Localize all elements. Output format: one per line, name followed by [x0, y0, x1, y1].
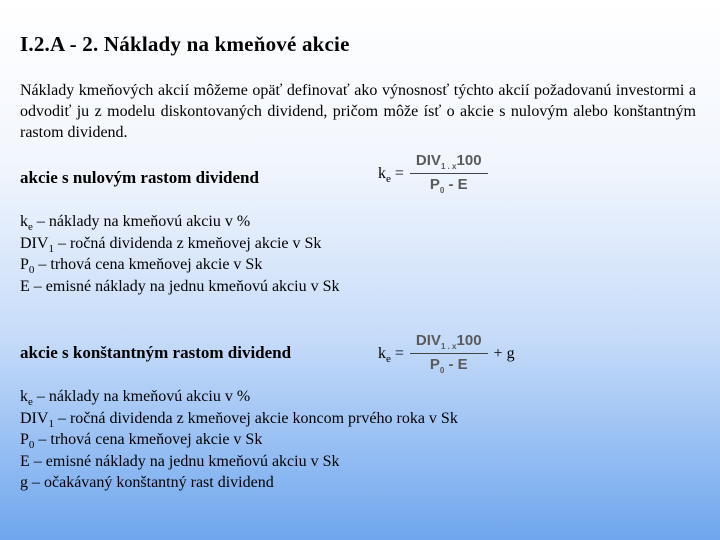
- formula-numerator: $DIV_{1 . x}100$: [410, 152, 488, 174]
- definition-ke: $k_e$ – náklady na kmeňovú akciu v %: [20, 388, 251, 409]
- definitions-constant-growth: [20, 386, 458, 494]
- formula-lhs: $k_e$ =: [378, 344, 404, 365]
- definition-div1: $DIV_1$ – ročná dividenda z kmeňovej akcie v Sk: [20, 234, 322, 255]
- definition-ke: $k_e$ – náklady na kmeňovú akciu v %: [20, 213, 251, 234]
- definition-e: E – emisné náklady na jednu kmeňovú akciu v Sk: [20, 452, 340, 470]
- definition-p0: $P_0$ – trhová cena kmeňovej akcie v Sk: [20, 431, 263, 452]
- formula-denominator: $P_0$ - E: [429, 176, 468, 195]
- formula-denominator: $P_0$ - E: [429, 356, 468, 375]
- intro-paragraph: Náklady kmeňových akcií môžeme opäť definovať ako výnosnosť týchto akcií požadovanú investormi a odvodiť ju z modelu diskontovaných dividend, pričom môže ísť o akcie s nulovým alebo konštantným rastom dividend.: [20, 82, 696, 141]
- formula-lhs: $k_e$ =: [378, 164, 404, 185]
- section-label-zero-growth: akcie s nulovým rastom dividend: [20, 168, 259, 187]
- formula-fraction: [410, 152, 488, 195]
- formula-constant-growth: [378, 332, 515, 375]
- definition-e: E – emisné náklady na jednu kmeňovú akciu v Sk: [20, 277, 340, 295]
- definition-p0: $P_0$ – trhová cena kmeňovej akcie v Sk: [20, 256, 263, 277]
- slide-title: I.2.A - 2. Náklady na kmeňové akcie: [20, 32, 350, 56]
- formula-plus-g: + g: [493, 344, 515, 362]
- definition-div1: $DIV_1$ – ročná dividenda z kmeňovej akcie koncom prvého roka v Sk: [20, 409, 458, 430]
- definitions-zero-growth: [20, 211, 340, 297]
- formula-zero-growth: [378, 152, 488, 195]
- definition-g: g – očakávaný konštantný rast dividend: [20, 474, 274, 491]
- section-label-constant-growth: akcie s konštantným rastom dividend: [20, 343, 292, 362]
- formula-fraction: [410, 332, 488, 375]
- formula-numerator: $DIV_{1 . x}100$: [410, 332, 488, 354]
